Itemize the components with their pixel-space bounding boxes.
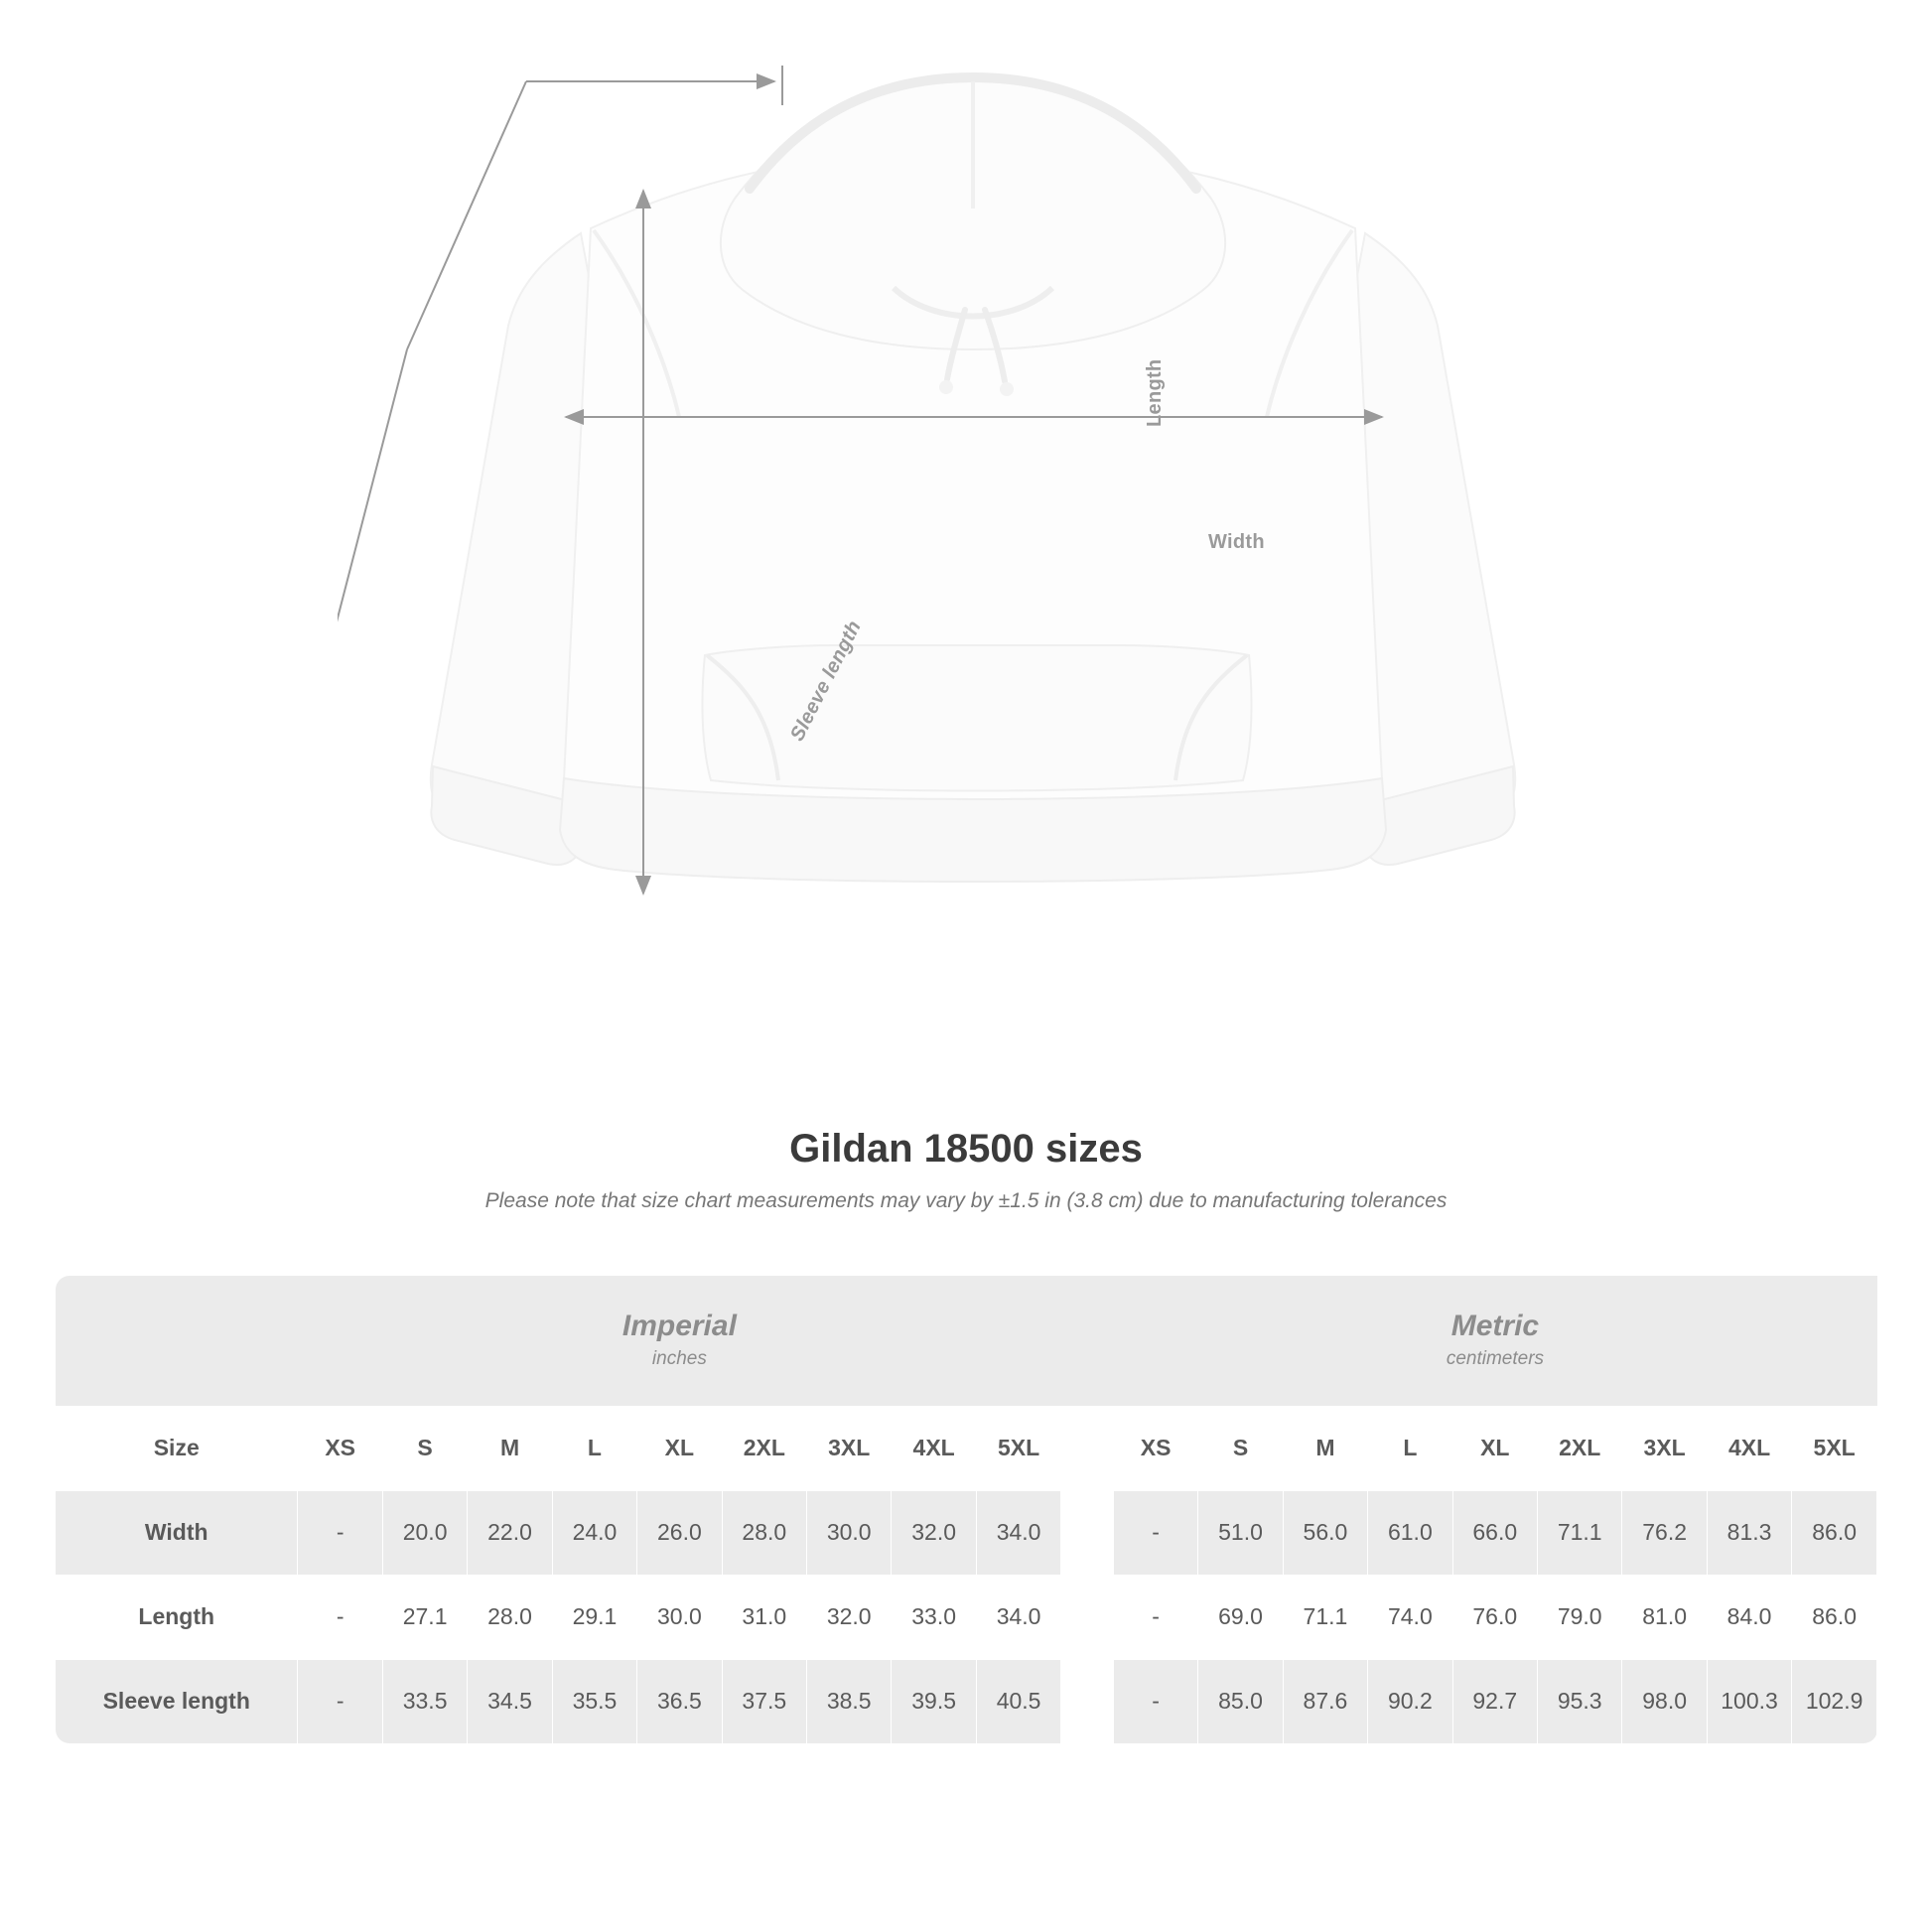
cell-sleeve-imperial-l: 35.5 [552, 1659, 636, 1743]
col-header-imperial-3xl: 3XL [807, 1406, 892, 1490]
cell-width-metric-3xl: 76.2 [1622, 1490, 1707, 1575]
cell-width-imperial-2xl: 28.0 [722, 1490, 806, 1575]
cell-width-imperial-xs: - [298, 1490, 382, 1575]
units-gap [1061, 1276, 1114, 1406]
imperial-sub: inches [651, 1347, 707, 1369]
cell-width-metric-l: 61.0 [1368, 1490, 1452, 1575]
metric-unit-header [1113, 1276, 1876, 1406]
cell-length-imperial-m: 28.0 [468, 1575, 552, 1659]
cell-sleeve-metric-m: 87.6 [1283, 1659, 1367, 1743]
col-header-metric-3xl: 3XL [1622, 1406, 1707, 1490]
col-header-imperial-2xl: 2XL [722, 1406, 806, 1490]
hoodie-svg [338, 60, 1608, 1082]
tolerance-note: Please note that size chart measurements may vary by ±1.5 in (3.8 cm) due to manufacturing tolerances [484, 1189, 1448, 1212]
size-header: Size [56, 1406, 298, 1490]
row-gap [1061, 1659, 1114, 1743]
cell-sleeve-metric-xl: 92.7 [1452, 1659, 1537, 1743]
row-label-sleeve-length: Sleeve length [56, 1659, 298, 1743]
col-header-metric-5xl: 5XL [1792, 1406, 1877, 1490]
cell-length-metric-5xl: 86.0 [1792, 1575, 1877, 1659]
cell-length-metric-3xl: 81.0 [1622, 1575, 1707, 1659]
cell-sleeve-imperial-5xl: 40.5 [976, 1659, 1060, 1743]
col-header-imperial-l: L [552, 1406, 636, 1490]
cell-width-imperial-m: 22.0 [468, 1490, 552, 1575]
cell-sleeve-imperial-2xl: 37.5 [722, 1659, 806, 1743]
cell-width-imperial-s: 20.0 [382, 1490, 467, 1575]
cell-sleeve-imperial-3xl: 38.5 [807, 1659, 892, 1743]
col-header-imperial-xl: XL [637, 1406, 722, 1490]
cell-width-metric-xs: - [1113, 1490, 1197, 1575]
size-table [55, 1276, 1877, 1744]
table-row [56, 1575, 1877, 1659]
title-block [0, 1127, 1932, 1213]
sleeve-length-label: Sleeve length [786, 617, 866, 745]
cell-sleeve-metric-3xl: 98.0 [1622, 1659, 1707, 1743]
row-gap [1061, 1490, 1114, 1575]
row-label-width: Width [56, 1490, 298, 1575]
cell-length-metric-4xl: 84.0 [1707, 1575, 1791, 1659]
cell-length-metric-xl: 76.0 [1452, 1575, 1537, 1659]
cell-width-metric-2xl: 71.1 [1537, 1490, 1621, 1575]
units-header-row [56, 1276, 1877, 1406]
cell-width-imperial-3xl: 30.0 [807, 1490, 892, 1575]
size-table-wrap [55, 1276, 1877, 1744]
cell-sleeve-metric-4xl: 100.3 [1707, 1659, 1791, 1743]
row-label-length: Length [56, 1575, 298, 1659]
cell-width-imperial-xl: 26.0 [637, 1490, 722, 1575]
cell-length-imperial-xs: - [298, 1575, 382, 1659]
col-header-metric-xs: XS [1113, 1406, 1197, 1490]
col-header-metric-m: M [1283, 1406, 1367, 1490]
page-title: Gildan 18500 sizes [789, 1127, 1143, 1171]
cell-width-metric-5xl: 86.0 [1792, 1490, 1877, 1575]
cell-sleeve-metric-xs: - [1113, 1659, 1197, 1743]
cell-length-imperial-5xl: 34.0 [976, 1575, 1060, 1659]
width-label: Width [1208, 531, 1265, 553]
cell-width-metric-xl: 66.0 [1452, 1490, 1537, 1575]
cell-length-imperial-3xl: 32.0 [807, 1575, 892, 1659]
col-header-metric-l: L [1368, 1406, 1452, 1490]
cell-sleeve-imperial-xl: 36.5 [637, 1659, 722, 1743]
cell-length-imperial-4xl: 33.0 [892, 1575, 976, 1659]
cell-length-metric-l: 74.0 [1368, 1575, 1452, 1659]
cell-width-metric-4xl: 81.3 [1707, 1490, 1791, 1575]
cell-sleeve-imperial-m: 34.5 [468, 1659, 552, 1743]
cell-length-imperial-xl: 30.0 [637, 1575, 722, 1659]
table-row [56, 1490, 1877, 1575]
cell-length-metric-m: 71.1 [1283, 1575, 1367, 1659]
length-label: Length [1144, 358, 1166, 427]
hoodie-shape [431, 77, 1516, 882]
cell-width-imperial-4xl: 32.0 [892, 1490, 976, 1575]
col-header-imperial-xs: XS [298, 1406, 382, 1490]
metric-label: Metric [1450, 1310, 1540, 1342]
units-spacer [56, 1276, 298, 1406]
cell-length-metric-2xl: 79.0 [1537, 1575, 1621, 1659]
header-gap [1061, 1406, 1114, 1490]
col-header-imperial-5xl: 5XL [976, 1406, 1060, 1490]
col-header-metric-2xl: 2XL [1537, 1406, 1621, 1490]
cell-length-metric-xs: - [1113, 1575, 1197, 1659]
col-header-imperial-s: S [382, 1406, 467, 1490]
size-header-row [56, 1406, 1877, 1490]
imperial-label: Imperial [621, 1310, 737, 1342]
cell-length-imperial-2xl: 31.0 [722, 1575, 806, 1659]
col-header-metric-xl: XL [1452, 1406, 1537, 1490]
cell-width-imperial-l: 24.0 [552, 1490, 636, 1575]
cell-width-metric-s: 51.0 [1198, 1490, 1283, 1575]
cell-sleeve-imperial-xs: - [298, 1659, 382, 1743]
cell-sleeve-metric-l: 90.2 [1368, 1659, 1452, 1743]
row-gap [1061, 1575, 1114, 1659]
cell-width-imperial-5xl: 34.0 [976, 1490, 1060, 1575]
cell-length-imperial-l: 29.1 [552, 1575, 636, 1659]
cell-sleeve-imperial-4xl: 39.5 [892, 1659, 976, 1743]
col-header-metric-s: S [1198, 1406, 1283, 1490]
cell-length-imperial-s: 27.1 [382, 1575, 467, 1659]
hoodie-image [338, 60, 1608, 1082]
col-header-metric-4xl: 4XL [1707, 1406, 1791, 1490]
cell-width-metric-m: 56.0 [1283, 1490, 1367, 1575]
imperial-unit-header [298, 1276, 1061, 1406]
table-row [56, 1659, 1877, 1743]
col-header-imperial-m: M [468, 1406, 552, 1490]
col-header-imperial-4xl: 4XL [892, 1406, 976, 1490]
cell-sleeve-metric-2xl: 95.3 [1537, 1659, 1621, 1743]
metric-sub: centimeters [1446, 1347, 1545, 1369]
cell-sleeve-imperial-s: 33.5 [382, 1659, 467, 1743]
cell-length-metric-s: 69.0 [1198, 1575, 1283, 1659]
cell-sleeve-metric-5xl: 102.9 [1792, 1659, 1877, 1743]
cell-sleeve-metric-s: 85.0 [1198, 1659, 1283, 1743]
